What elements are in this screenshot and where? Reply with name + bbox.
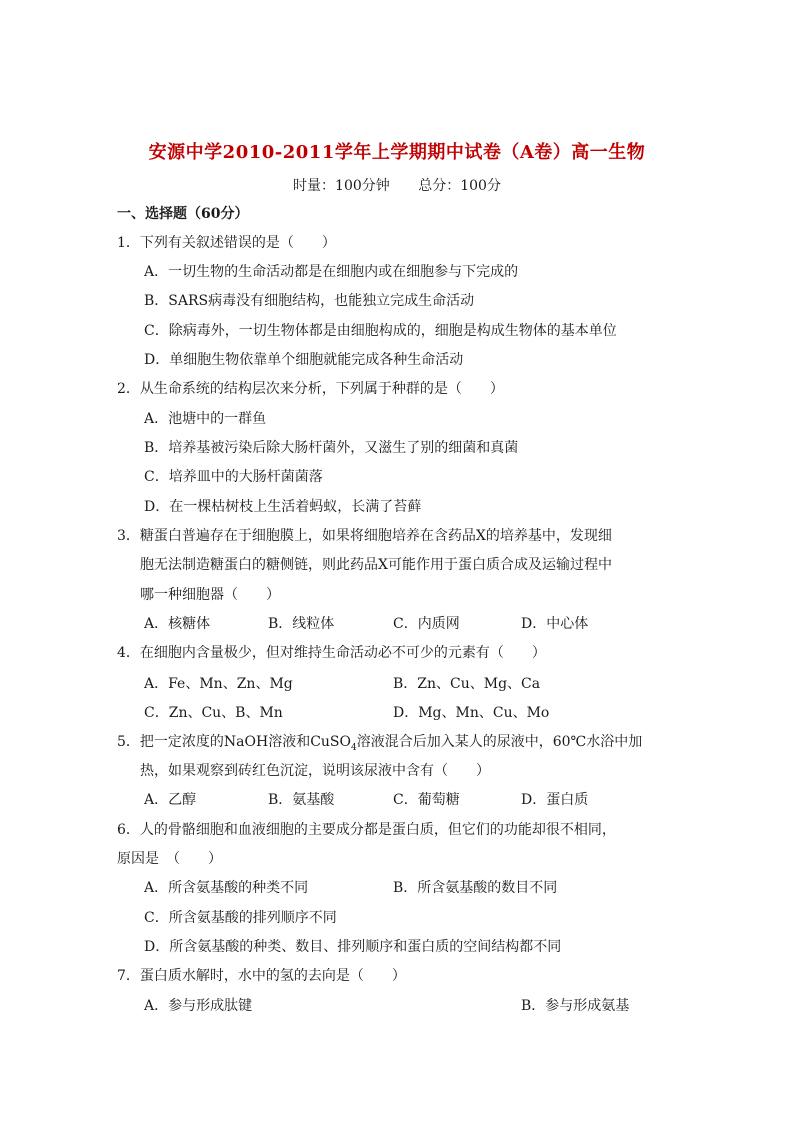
question-2-option-d: D．在一棵枯树枝上生活着蚂蚁，长满了苔藓 [144, 499, 422, 515]
question-6-stem-line-1: 6．人的骨骼细胞和血液细胞的主要成分都是蛋白质，但它们的功能却很不相同， [117, 822, 616, 838]
question-1-option-c: C．除病毒外，一切生物体都是由细胞构成的，细胞是构成生物体的基本单位 [144, 323, 617, 339]
question-3-stem-line-1: 3．糖蛋白普遍存在于细胞膜上，如果将细胞培养在含药品X的培养基中，发现细 [117, 528, 612, 544]
question-6-option-d: D．所含氨基酸的种类、数目、排列顺序和蛋白质的空间结构都不同 [144, 939, 562, 955]
question-5-stem-line-2: 热，如果观察到砖红色沉淀，说明该尿液中含有（ ） [140, 763, 490, 779]
exam-time: 时量：100分钟 [293, 178, 390, 194]
question-4-option-a: A．Fe、Mn、Zn、Mg [144, 676, 293, 692]
question-5-subscript: 4 [351, 742, 357, 753]
question-5-stem-part-2: 溶液混合后加入某人的尿液中，60℃水浴中加 [356, 734, 643, 750]
question-3-option-b: B．线粒体 [268, 616, 335, 632]
question-1-stem: 1．下列有关叙述错误的是（ ） [117, 235, 336, 251]
question-6-option-a: A．所含氨基酸的种类不同 [144, 880, 309, 896]
question-5-option-c: C．葡萄糖 [393, 792, 460, 808]
question-6-option-c: C．所含氨基酸的排列顺序不同 [144, 910, 337, 926]
question-4-stem: 4．在细胞内含量极少，但对维持生命活动必不可少的元素有（ ） [117, 645, 546, 661]
question-3-stem-line-2: 胞无法制造糖蛋白的糖侧链，则此药品X可能作用于蛋白质合成及运输过程中 [140, 557, 612, 573]
question-3-stem-line-3: 哪一种细胞器（ ） [140, 587, 280, 603]
question-1-option-a: A．一切生物的生命活动都是在细胞内或在细胞参与下完成的 [144, 264, 519, 280]
question-3-option-d: D．中心体 [521, 616, 589, 632]
question-5-option-d: D．蛋白质 [521, 792, 589, 808]
exam-total-score: 总分：100分 [418, 178, 501, 194]
question-1-option-d: D．单细胞生物依靠单个细胞就能完成各种生命活动 [144, 352, 464, 368]
question-1-option-b: B．SARS病毒没有细胞结构，也能独立完成生命活动 [144, 293, 475, 309]
section-heading: 一、选择题（60分） [117, 206, 249, 222]
question-4-option-b: B．Zn、Cu、Mg、Ca [393, 676, 541, 692]
question-5-stem-part-1: 5．把一定浓度的NaOH溶液和CuSO [117, 734, 351, 750]
question-3-option-c: C．内质网 [393, 616, 460, 632]
exam-info [0, 175, 794, 195]
question-2-option-a: A．池塘中的一群鱼 [144, 411, 267, 427]
question-2-option-c: C．培养皿中的大肠杆菌菌落 [144, 469, 323, 485]
question-2-stem: 2．从生命系统的结构层次来分析，下列属于种群的是（ ） [117, 381, 504, 397]
question-3-option-a: A．核糖体 [144, 616, 211, 632]
question-5-stem-line-1 [117, 732, 642, 758]
question-7-option-a: A．参与形成肽键 [144, 998, 253, 1014]
question-5-option-a: A．乙醇 [144, 792, 197, 808]
question-6-stem-line-2: 原因是 （ ） [117, 851, 222, 867]
exam-title: 安源中学2010-2011学年上学期期中试卷（A卷）高一生物 [148, 142, 646, 163]
question-7-option-b: B．参与形成氨基 [521, 998, 630, 1014]
question-4-option-d: D．Mg、Mn、Cu、Mo [393, 705, 550, 721]
question-4-option-c: C．Zn、Cu、B、Mn [144, 705, 283, 721]
question-2-option-b: B．培养基被污染后除大肠杆菌外，又滋生了别的细菌和真菌 [144, 440, 519, 456]
question-6-option-b: B．所含氨基酸的数目不同 [393, 880, 558, 896]
question-5-option-b: B．氨基酸 [268, 792, 335, 808]
question-7-stem: 7．蛋白质水解时，水中的氢的去向是（ ） [117, 968, 406, 984]
